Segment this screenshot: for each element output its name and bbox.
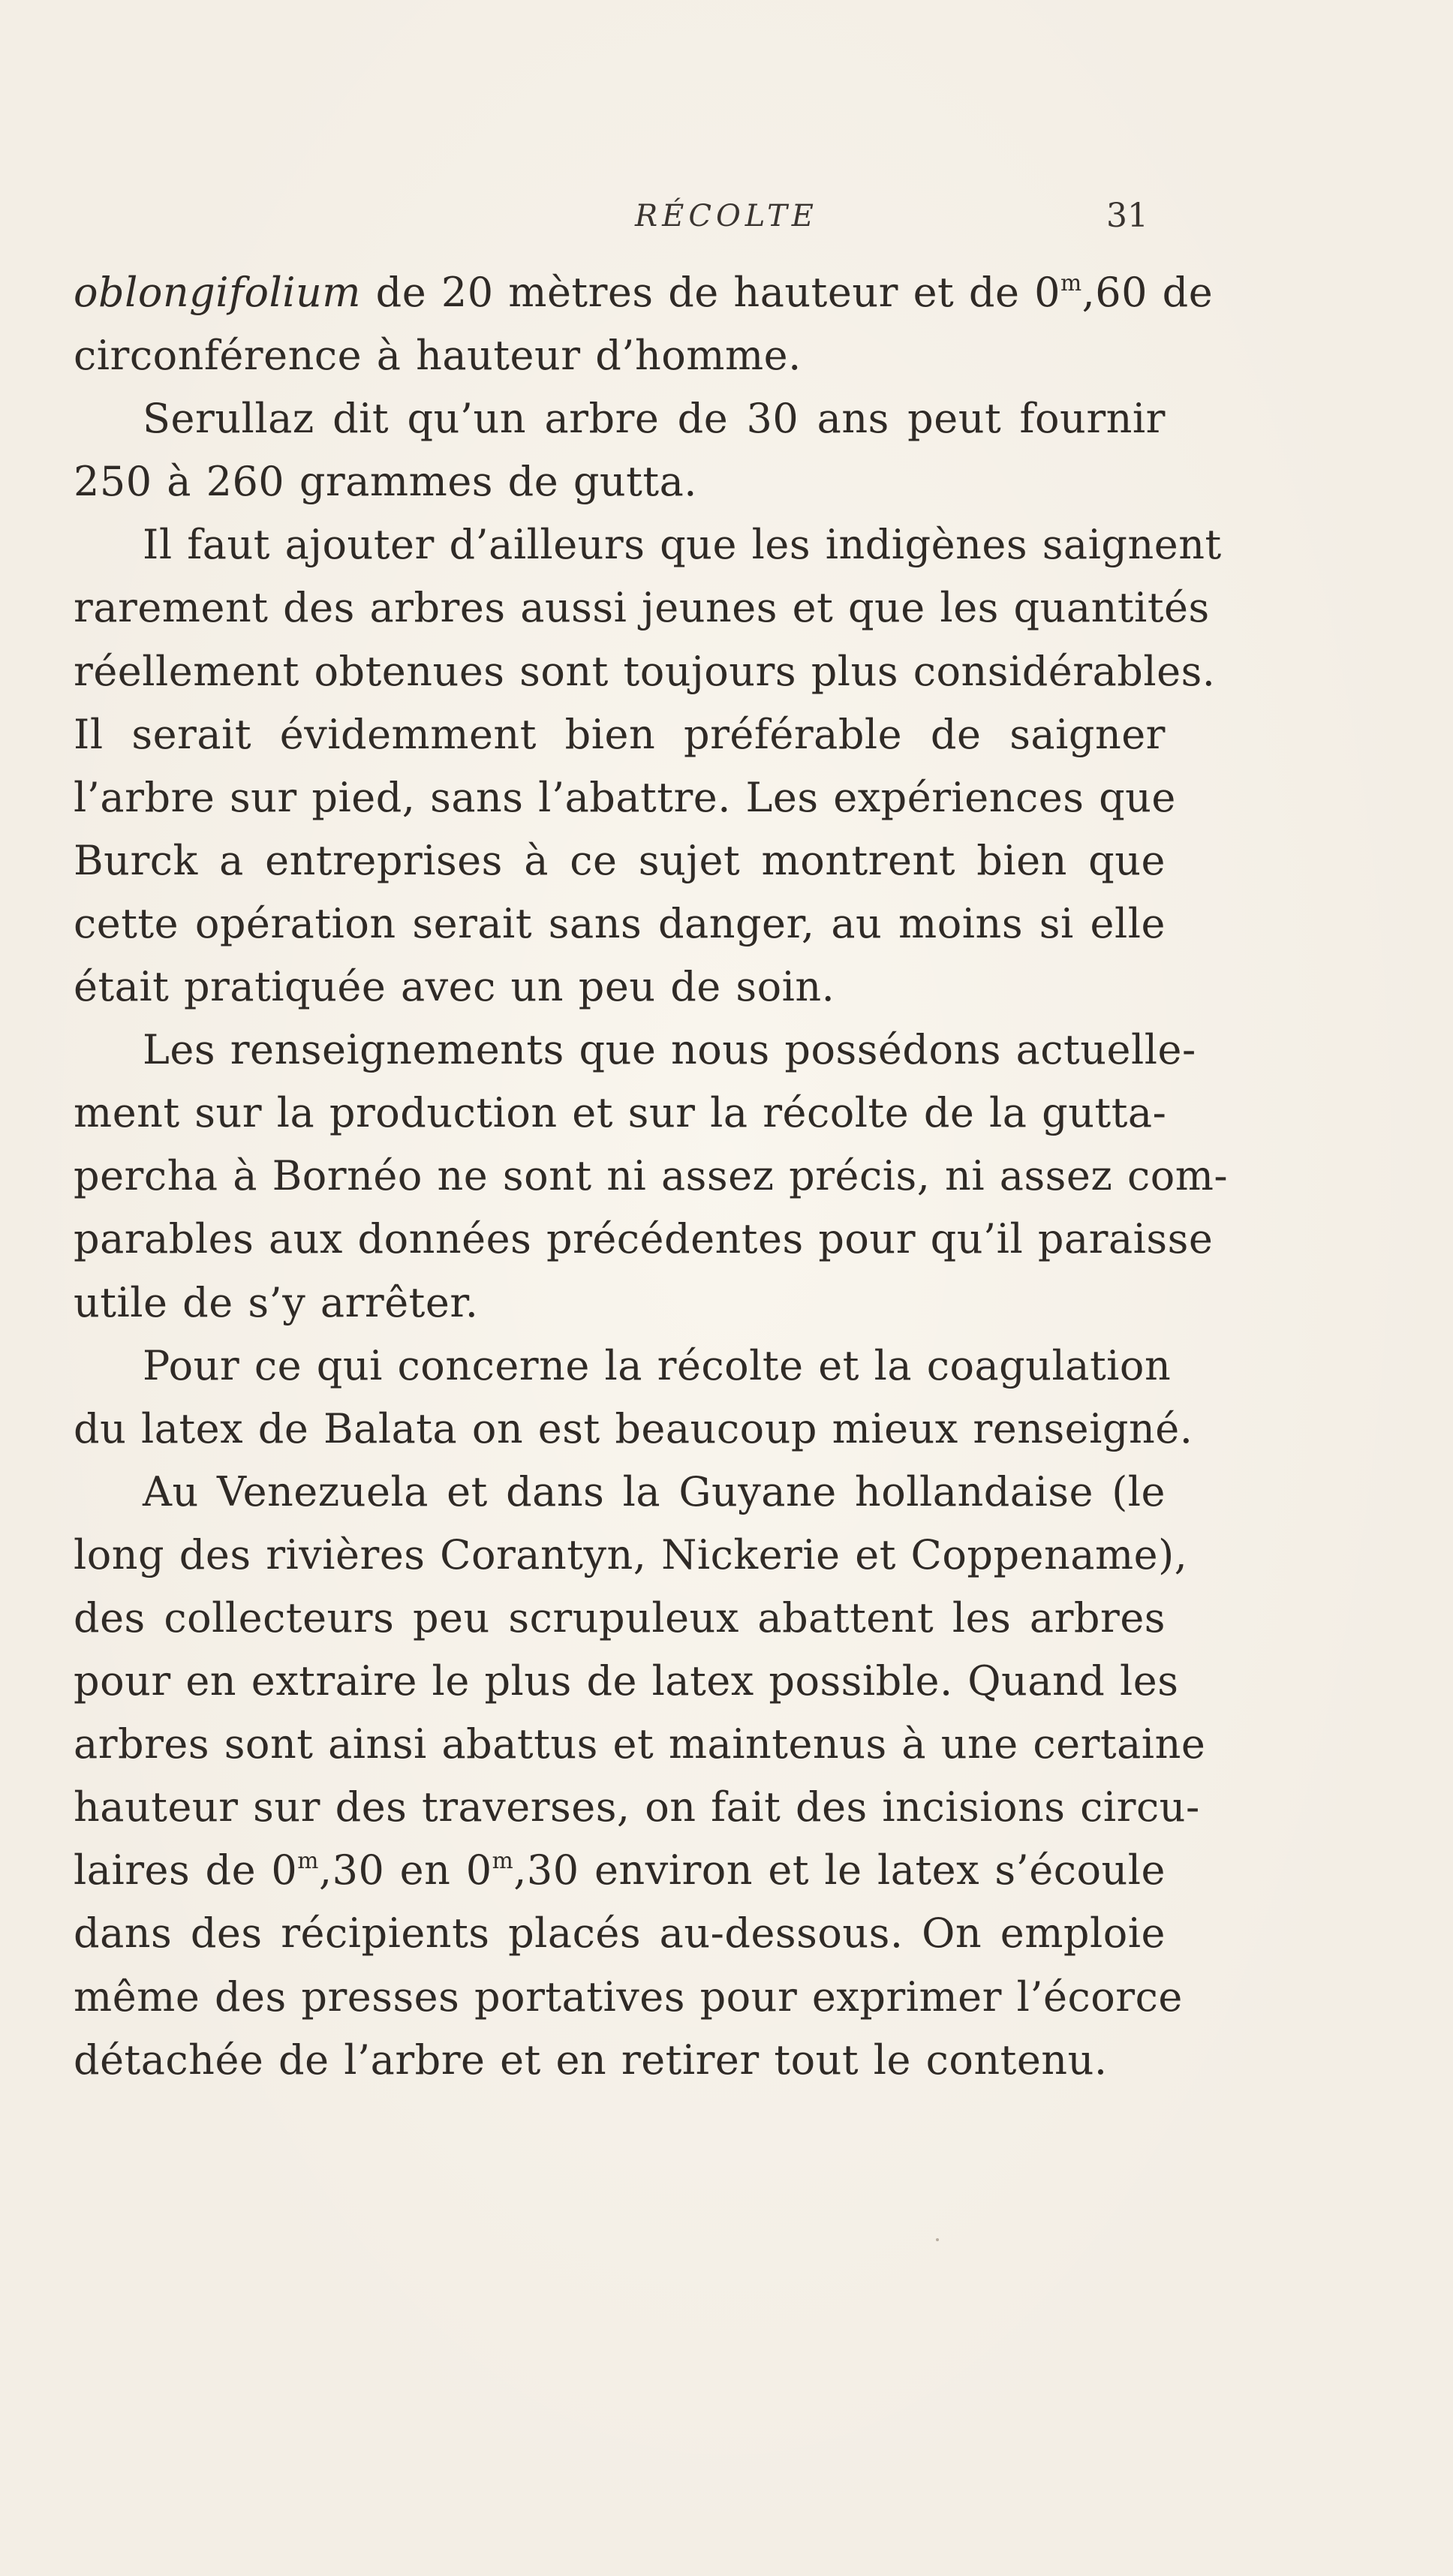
text-line: Les renseignements que nous possédons actuelle-	[143, 1026, 1196, 1074]
text-line: laires de 0$^m$,30 en 0$^m$,30 environ et le latex s’écoule	[74, 1846, 1166, 1894]
text-line: parables aux données précédentes pour qu’il paraisse	[74, 1215, 1214, 1263]
text-line: pour en extraire le plus de latex possible. Quand les	[74, 1657, 1179, 1705]
text-line: même des presses portatives pour exprimer l’écorce	[74, 1973, 1183, 2021]
text-line: Il faut ajouter d’ailleurs que les indigènes saignent	[143, 521, 1222, 569]
text-line: était pratiquée avec un peu de soin.	[74, 963, 835, 1011]
text-line: Burck a entreprises à ce sujet montrent bien que	[74, 836, 1166, 884]
text-line: détachée de l’arbre et en retirer tout le contenu.	[74, 2036, 1108, 2084]
text-line: ment sur la production et sur la récolte de la gutta-	[74, 1089, 1167, 1137]
text-line: long des rivières Corantyn, Nickerie et Coppename),	[74, 1530, 1188, 1578]
text-line: du latex de Balata on est beaucoup mieux renseigné.	[74, 1404, 1193, 1452]
text-line: 250 à 260 grammes de gutta.	[74, 458, 697, 506]
text-line: l’arbre sur pied, sans l’abattre. Les expériences que	[74, 773, 1176, 821]
text-line: percha à Bornéo ne sont ni assez précis, ni assez com-	[74, 1152, 1229, 1200]
meter-superscript: m	[297, 1848, 319, 1875]
text-line: des collecteurs peu scrupuleux abattent les arbres	[74, 1593, 1166, 1642]
text-line: utile de s’y arrêter.	[74, 1278, 479, 1326]
text-line: arbres sont ainsi abattus et maintenus à une certaine	[74, 1720, 1206, 1768]
text-line: Au Venezuela et dans la Guyane hollandaise (le	[143, 1467, 1166, 1515]
text-line: circonférence à hauteur d’homme.	[74, 332, 802, 380]
running-head	[0, 194, 1453, 239]
text-line: cette opération serait sans danger, au moins si elle	[74, 899, 1166, 947]
meter-superscript: m	[492, 1848, 514, 1875]
text-line: Il serait évidemment bien préférable de saigner	[74, 710, 1166, 758]
text-line: Serullaz dit qu’un arbre de 30 ans peut fournir	[143, 395, 1166, 443]
paper-speck	[936, 2238, 939, 2241]
body-text	[74, 261, 1229, 2092]
running-title: RÉCOLTE	[635, 199, 818, 233]
text-line: Pour ce qui concerne la récolte et la coagulation	[143, 1341, 1172, 1389]
text-line: rarement des arbres aussi jeunes et que les quantités	[74, 584, 1210, 632]
text-line: réellement obtenues sont toujours plus considérables.	[74, 647, 1216, 695]
text-line: oblongifolium de 20 mètres de hauteur et de 0$^m$,60 de	[74, 269, 1214, 316]
text-line: dans des récipients placés au-dessous. On emploie	[74, 1909, 1166, 1958]
page-number: 31	[1106, 197, 1148, 235]
text-line: hauteur sur des traverses, on fait des incisions circu-	[74, 1783, 1200, 1831]
species-name: oblongifolium	[74, 269, 361, 316]
meter-superscript: m	[1060, 270, 1082, 297]
